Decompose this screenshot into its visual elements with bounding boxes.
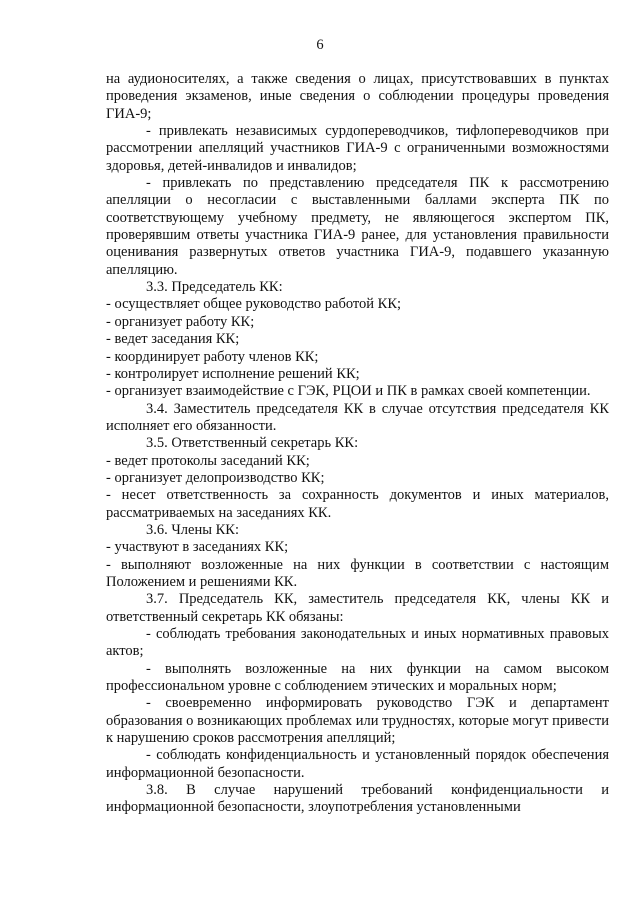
- list-item: - выполняют возложенные на них функции в соответствии с настоящим Положением и решениями КК.: [106, 556, 609, 590]
- section-paragraph: 3.8. В случае нарушений требований конфиденциальности и информационной безопасности, злоупотребления установленными: [106, 782, 609, 816]
- section-paragraph: 3.7. Председатель КК, заместитель председателя КК, члены КК и ответственный секретарь КК обязаны:: [106, 591, 609, 625]
- section-paragraph: 3.4. Заместитель председателя КК в случае отсутствия председателя КК исполняет его обязанности.: [106, 400, 609, 434]
- list-item: - ведет заседания КК;: [106, 331, 240, 348]
- list-item: - контролирует исполнение решений КК;: [106, 365, 360, 382]
- list-item: - соблюдать конфиденциальность и установленный порядок обеспечения информационной безопасности.: [106, 747, 609, 781]
- list-item: - ведет протоколы заседаний КК;: [106, 452, 310, 469]
- section-heading: 3.5. Ответственный секретарь КК:: [146, 435, 359, 452]
- list-item: - участвуют в заседаниях КК;: [106, 539, 289, 556]
- paragraph: на аудионосителях, а также сведения о лицах, присутствовавших в пунктах проведения экзаменов, иные сведения о соблюдении процедуры проведения ГИА-9;: [106, 71, 609, 122]
- list-item: - привлекать независимых сурдопереводчиков, тифлопереводчиков при рассмотрении апелляций участников ГИА-9 с ограниченными возможностями здоровья, детей-инвалидов и инвалидов;: [106, 123, 609, 174]
- list-item: - организует взаимодействие с ГЭК, РЦОИ и ПК в рамках своей компетенции.: [106, 383, 591, 400]
- list-item: - несет ответственность за сохранность документов и иных материалов, рассматриваемых на заседаниях КК.: [106, 487, 609, 521]
- section-heading: 3.6. Члены КК:: [146, 521, 239, 538]
- section-heading: 3.3. Председатель КК:: [146, 279, 283, 296]
- list-item: - соблюдать требования законодательных и иных нормативных правовых актов;: [106, 626, 609, 660]
- list-item: - своевременно информировать руководство ГЭК и департамент образования о возникающих проблемах или трудностях, которые могут привести к нарушению сроков рассмотрения апелляций;: [106, 695, 609, 747]
- list-item: - координирует работу членов КК;: [106, 348, 319, 365]
- list-item: - привлекать по представлению председателя ПК к рассмотрению апелляции о несогласии с выставленными баллами эксперта ПК по соответствующему учебному предмету, не являющегося экспертом ПК, проверявшим ответы участника ГИА-9 ранее, для установления правильности оценивания развернутых ответов участника ГИА-9, подавшего указанную апелляцию.: [106, 175, 609, 278]
- page-number: 6: [316, 37, 324, 53]
- list-item: - выполнять возложенные на них функции на самом высоком профессиональном уровне с соблюдением этических и моральных норм;: [106, 660, 609, 695]
- list-item: - организует делопроизводство КК;: [106, 469, 325, 486]
- document-body: [106, 71, 609, 817]
- list-item: - организует работу КК;: [106, 313, 255, 330]
- list-item: - осуществляет общее руководство работой КК;: [106, 296, 402, 313]
